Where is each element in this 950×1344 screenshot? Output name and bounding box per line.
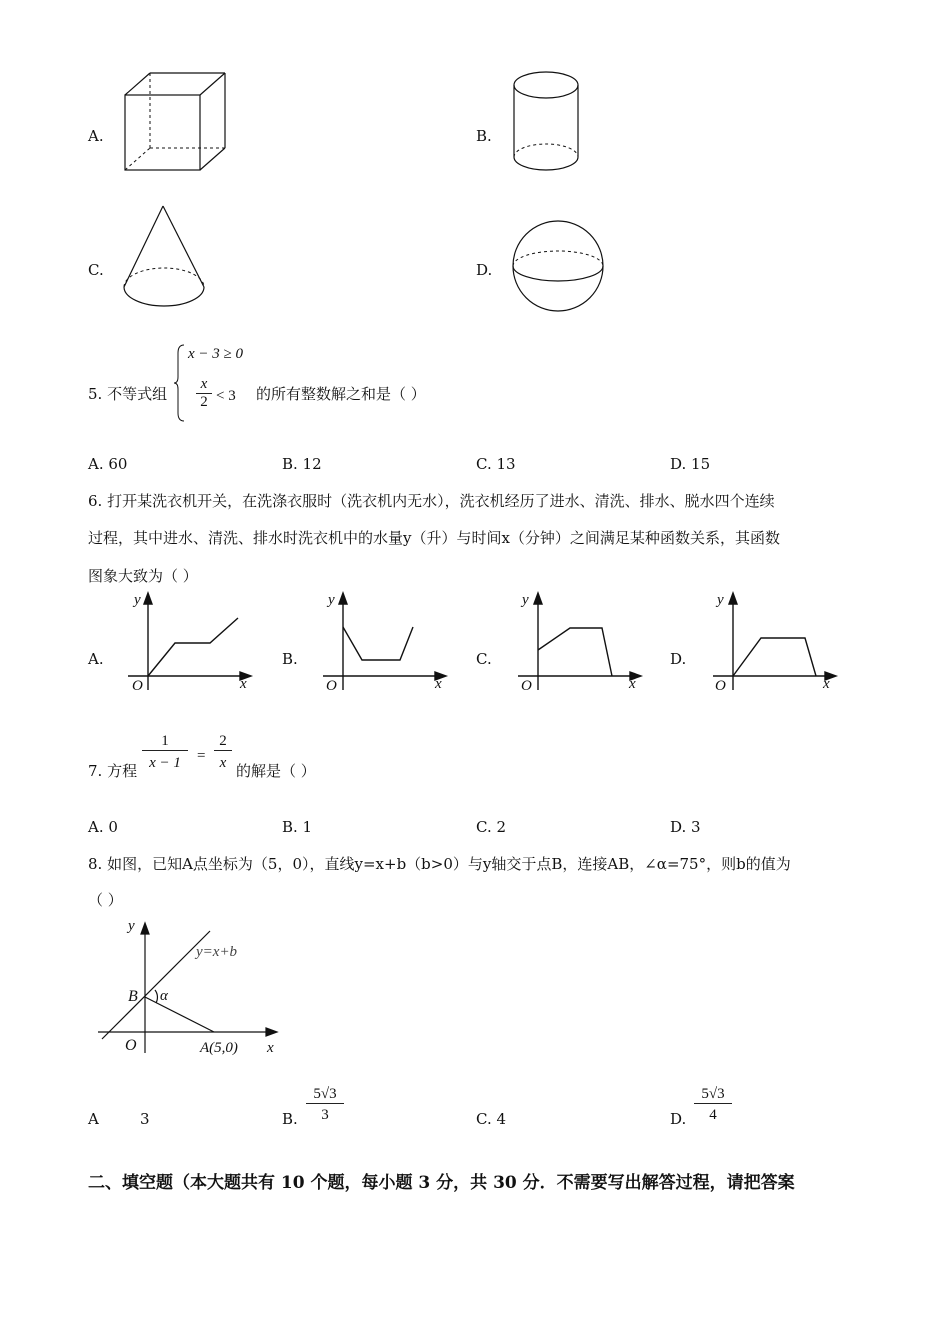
q7-prefix: 7. 方程: [88, 762, 138, 780]
q8-line1: 8. 如图，已知A点坐标为（5，0），直线y=x+b（b>0）与y轴交于点B，连接AB，∠α=75°，则b的值为: [88, 855, 791, 873]
q8-fig-line-label: y=x+b: [196, 944, 238, 960]
cube-figure: [120, 70, 230, 175]
q6-graph-d-y: y: [717, 592, 724, 608]
q8-fig-y: y: [128, 918, 135, 934]
q7-option-d: D. 3: [670, 818, 701, 836]
q6-graph-c-y: y: [522, 592, 529, 608]
q5-prefix: 5. 不等式组: [88, 385, 168, 403]
q4-option-c-label: C.: [88, 261, 104, 279]
q4-option-a-label: A.: [88, 127, 104, 145]
q7-fraction-2: [214, 733, 232, 772]
q5-system-line1: x − 3 ≥ 0: [188, 346, 244, 362]
q6-graph-a-x: x: [240, 676, 247, 692]
q5-fraction: [196, 376, 212, 411]
q6-graph-c-o: O: [521, 678, 532, 694]
q6-graph-a-y: y: [134, 592, 141, 608]
q5-option-d: D. 15: [670, 455, 711, 473]
q6-line2: 过程，其中进水、清洗、排水时洗衣机中的水量y（升）与时间x（分钟）之间满足某种函数关系，其函数: [88, 529, 780, 547]
q8-option-d-fraction: [694, 1086, 732, 1124]
q5-option-c: C. 13: [476, 455, 516, 473]
q8-option-a-value: 3: [140, 1110, 150, 1128]
q5-frac-num: x: [200, 376, 208, 392]
q4-option-d-label: D.: [476, 261, 493, 279]
q8-option-b-num: 5√3: [313, 1086, 337, 1102]
q5-suffix: 的所有整数解之和是（ ）: [256, 385, 426, 403]
sphere-figure: [510, 218, 606, 314]
cone-figure: [120, 203, 212, 311]
q7-frac2-den: x: [214, 750, 232, 772]
q7-fraction-1: [142, 733, 188, 772]
q8-option-d-label: D.: [670, 1110, 687, 1128]
q6-graph-b-x: x: [435, 676, 442, 692]
q8-option-b-label: B.: [282, 1110, 298, 1128]
q8-line2: （ ）: [88, 891, 123, 909]
q8-figure: [90, 918, 290, 1058]
q6-graph-b-y: y: [328, 592, 335, 608]
q8-option-d-den: 4: [694, 1103, 732, 1124]
brace-icon: [174, 343, 186, 423]
q5-option-b: B. 12: [282, 455, 322, 473]
q8-option-b-den: 3: [306, 1103, 344, 1124]
cylinder-figure: [510, 70, 582, 174]
q5-option-a: A. 60: [88, 455, 128, 473]
q6-option-c-label: C.: [476, 650, 492, 668]
q8-option-d-num: 5√3: [701, 1086, 725, 1102]
q7-option-b: B. 1: [282, 818, 313, 836]
q8-fig-alpha: α: [160, 988, 168, 1004]
q8-fig-b: B: [128, 988, 138, 1005]
q7-option-a: A. 0: [88, 818, 118, 836]
q7-option-c: C. 2: [476, 818, 507, 836]
q6-graph-a-o: O: [132, 678, 143, 694]
q6-graph-c-x: x: [629, 676, 636, 692]
q7-frac2-num: 2: [219, 733, 227, 749]
q6-graph-b-o: O: [326, 678, 337, 694]
q8-fig-a: A(5,0): [200, 1040, 238, 1056]
q5-frac-den: 2: [196, 393, 212, 411]
q6-graph-d-x: x: [823, 676, 830, 692]
q7-frac1-den: x − 1: [142, 750, 188, 772]
q8-option-a-label: A: [88, 1110, 99, 1128]
q8-fig-x: x: [267, 1040, 274, 1056]
q6-option-d-label: D.: [670, 650, 687, 668]
q6-line1: 6. 打开某洗衣机开关，在洗涤衣服时（洗衣机内无水），洗衣机经历了进水、清洗、排水、脱水四个连续: [88, 492, 775, 510]
q6-line3: 图象大致为（ ）: [88, 567, 198, 585]
q6-graph-d-o: O: [715, 678, 726, 694]
q8-option-b-fraction: [306, 1086, 344, 1124]
section-2-heading: 二、填空题（本大题共有 10 个题，每小题 3 分，共 30 分．不需要写出解答过程，请把答案: [88, 1173, 795, 1193]
q7-frac1-num: 1: [161, 733, 169, 749]
q6-option-a-label: A.: [88, 650, 104, 668]
q8-fig-o: O: [125, 1037, 137, 1054]
q7-equals: =: [197, 748, 206, 764]
q7-suffix: 的解是（ ）: [236, 762, 316, 780]
q5-system-line2-rest: < 3: [216, 388, 236, 404]
q6-option-b-label: B.: [282, 650, 298, 668]
q8-option-c: C. 4: [476, 1110, 507, 1128]
q4-option-b-label: B.: [476, 127, 492, 145]
